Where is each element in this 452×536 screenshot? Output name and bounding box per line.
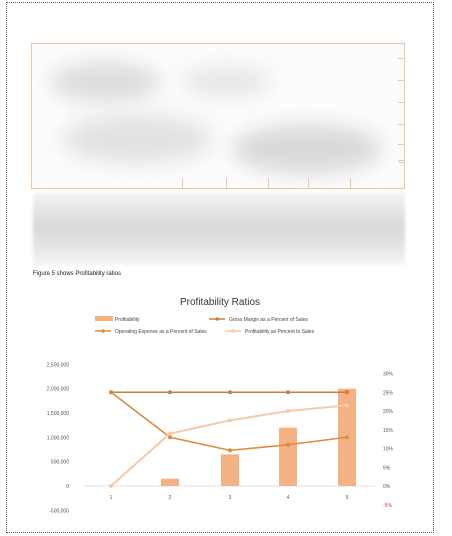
series-point-3 [345, 403, 349, 407]
legend-swatch-0 [95, 316, 113, 321]
category-label: 4 [286, 495, 290, 501]
right-tick-label: 5% [383, 465, 391, 472]
series-point-1 [228, 390, 232, 394]
right-tick-label: 0% [383, 484, 391, 490]
profitability-bar [161, 479, 179, 486]
right-tick-label: 10% [383, 446, 394, 453]
legend-marker-1 [215, 317, 219, 321]
series-point-2 [109, 390, 113, 394]
legend-marker-3 [231, 329, 235, 333]
left-tick-label: 2,000,000 [46, 386, 69, 393]
legend-label-0: Profitability [115, 317, 140, 323]
series-point-3 [228, 418, 232, 422]
left-tick-label: 1,500,000 [46, 411, 69, 418]
series-point-1 [345, 390, 349, 394]
right-tick-label: 15% [383, 427, 394, 434]
category-label: 1 [109, 495, 113, 501]
left-tick-label: 0 [66, 484, 69, 490]
document-page [6, 2, 434, 533]
right-tick-label: 25% [383, 390, 394, 397]
left-tick-label: 500,000 [50, 459, 69, 466]
blurred-image-band [33, 193, 405, 265]
profitability-bar [221, 454, 239, 486]
category-label: 5 [345, 495, 349, 501]
category-label: 2 [168, 495, 172, 501]
series-point-3 [286, 409, 290, 413]
left-tick-label: -500,000 [49, 508, 69, 515]
legend-label-2: Operating Expense as a Percent of Sales [115, 329, 207, 335]
legend-label-1: Gross Margin as a Percent of Sales [229, 317, 308, 323]
legend-marker-2 [101, 329, 105, 333]
series-point-1 [286, 390, 290, 394]
legend-label-3: Profitability as Percent to Sales [245, 329, 315, 335]
series-point-2 [345, 435, 349, 439]
chart-svg [7, 289, 433, 529]
series-point-3 [168, 432, 172, 436]
category-label: 3 [228, 495, 232, 501]
series-point-2 [286, 443, 290, 447]
series-point-3 [109, 484, 113, 488]
figure-caption: Figure 5 shows Profitability ratios [33, 271, 122, 277]
series-point-1 [168, 390, 172, 394]
series-point-2 [228, 448, 232, 452]
right-tick-label: -5% [383, 502, 392, 509]
profitability-bar [279, 428, 297, 486]
right-tick-label: 30% [383, 371, 394, 378]
blurred-table-image [31, 43, 405, 189]
left-tick-label: 2,500,000 [46, 362, 69, 369]
chart-title: Profitability Ratios [179, 297, 261, 308]
profitability-chart [7, 289, 433, 529]
left-tick-label: 1,000,000 [46, 435, 69, 442]
right-tick-label: 20% [383, 409, 394, 415]
